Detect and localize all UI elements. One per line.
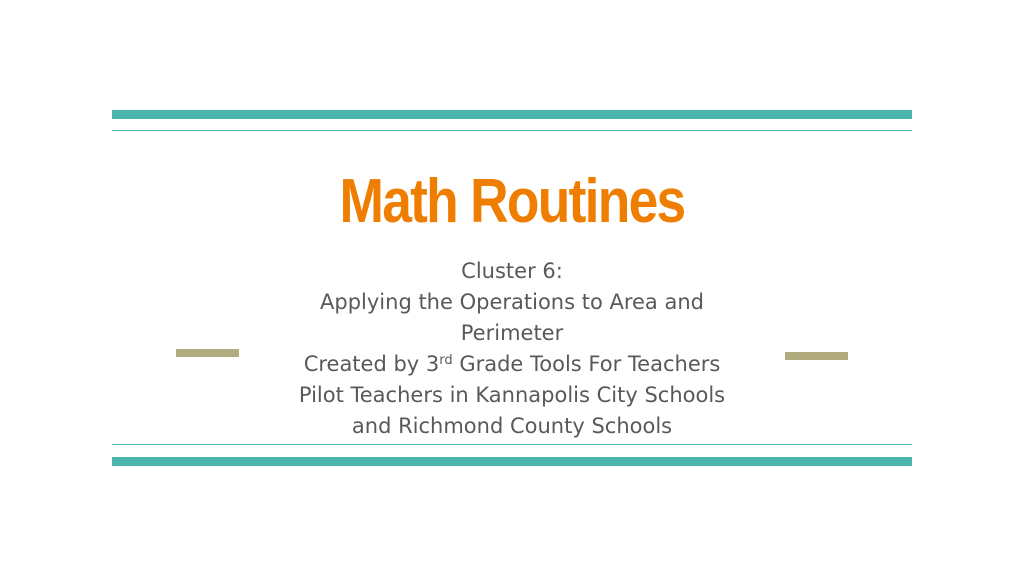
credits-ordinal-suffix: rd bbox=[439, 353, 453, 368]
top-accent-bar bbox=[112, 110, 912, 119]
subtitle-line-credits bbox=[212, 349, 812, 380]
bottom-accent-line bbox=[112, 444, 912, 445]
credits-suffix: Grade Tools For Teachers bbox=[452, 352, 721, 376]
credits-prefix: Created by 3 bbox=[303, 352, 440, 376]
subtitle-line-county: and Richmond County Schools bbox=[351, 414, 673, 438]
slide-subtitle bbox=[212, 256, 812, 442]
subtitle-line-cluster: Cluster 6: bbox=[461, 259, 563, 283]
bottom-accent-bar bbox=[112, 457, 912, 466]
subtitle-line-pilot: Pilot Teachers in Kannapolis City Schools bbox=[298, 383, 726, 407]
slide-title: Math Routines bbox=[339, 167, 685, 236]
top-accent-line bbox=[112, 130, 912, 131]
subtitle-line-topic-cont: Perimeter bbox=[460, 321, 564, 345]
subtitle-line-topic: Applying the Operations to Area and bbox=[320, 290, 704, 314]
